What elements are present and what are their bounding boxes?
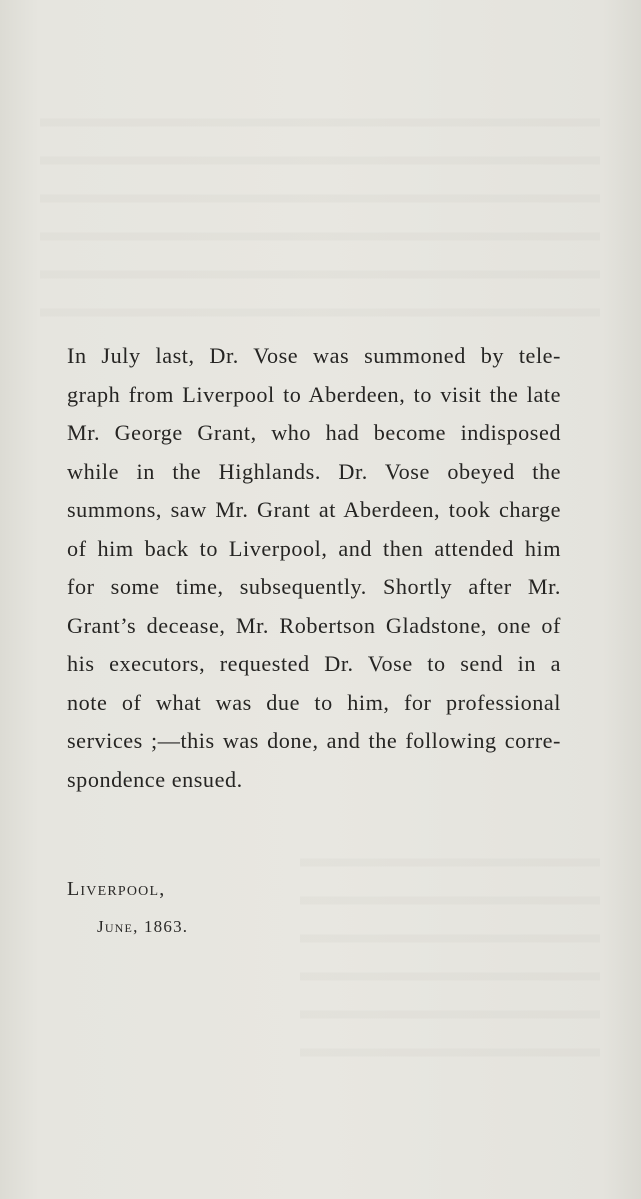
paragraph-line: graph from Liverpool to Aberdeen, to visit the late <box>67 381 561 407</box>
date-line: June, 1863. <box>97 917 189 936</box>
paragraph-line: Mr. George Grant, who had become indisposed <box>67 420 561 446</box>
paragraph-line: In July last, Dr. Vose was summoned by tele- <box>67 343 561 368</box>
show-through-text-top <box>40 100 600 340</box>
paragraph-line: services ;—this was done, and the following corre- <box>67 728 561 754</box>
place-line: Liverpool, <box>67 878 166 900</box>
paragraph-line: Grant’s decease, Mr. Robertson Gladstone, one of <box>67 612 561 638</box>
paragraph-line: while in the Highlands. Dr. Vose obeyed the <box>67 458 561 484</box>
paragraph-line: of him back to Liverpool, and then attended him <box>67 535 561 561</box>
paragraph-line: his executors, requested Dr. Vose to send in a <box>67 651 561 677</box>
paragraph-line: spondence ensued. <box>67 767 243 793</box>
body-paragraph <box>67 337 561 800</box>
paragraph-line: for some time, subsequently. Shortly after Mr. <box>67 574 561 600</box>
paragraph-line: note of what was due to him, for professional <box>67 689 561 715</box>
paragraph-line: summons, saw Mr. Grant at Aberdeen, took charge <box>67 497 561 523</box>
show-through-text-bottom <box>300 840 600 1070</box>
